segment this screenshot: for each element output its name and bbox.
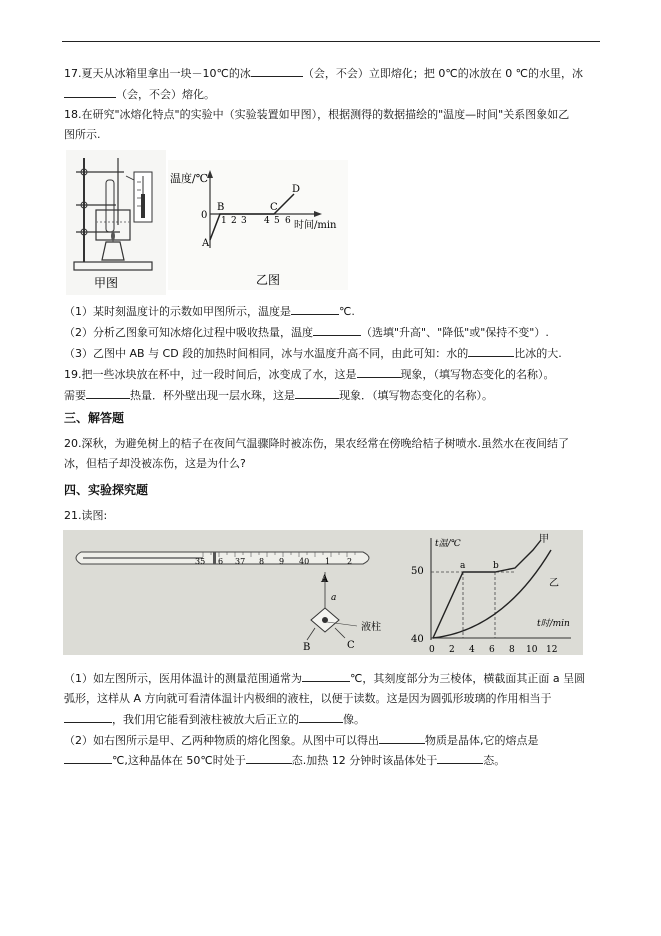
q21-figure-bg: [63, 530, 583, 655]
q21-graph-x-tick: 4: [469, 645, 475, 655]
fig-jia-apparatus: [66, 150, 166, 295]
thermo-scale-label: 40: [299, 557, 310, 566]
q21-sub2-text: 态。: [483, 754, 506, 767]
q21-sub1-text: （1）如左图所示，医用体温计的测量范围通常为: [64, 672, 302, 685]
fig-yi-caption: 乙图: [256, 273, 281, 287]
q18-line2: 图所示.: [64, 128, 101, 141]
q19-blank-3[interactable]: [295, 388, 339, 399]
q21-blank-1[interactable]: [302, 671, 350, 682]
section-3-heading: 三、解答题: [64, 411, 125, 425]
q17-line1: [64, 66, 583, 81]
q17-blank-1[interactable]: [251, 66, 303, 77]
thermo-scale-label: 1: [325, 557, 331, 566]
q21-line1: 21.读图:: [64, 509, 108, 522]
yi-x-tick: 5: [274, 216, 280, 226]
q18-sub2: [64, 325, 549, 340]
q21-graph-ylabel: t温/℃: [435, 539, 461, 549]
q17-blank-2[interactable]: [64, 87, 116, 98]
thermo-scale-label: 9: [279, 557, 285, 566]
q18-blank-2[interactable]: [313, 325, 361, 336]
yi-x-tick: 6: [285, 216, 291, 226]
q21-point-a: a: [460, 561, 466, 571]
yi-ylabel: 温度/℃: [170, 172, 209, 185]
yi-point-b: B: [217, 202, 225, 213]
q18-sub2-text: （2）分析乙图象可知冰熔化过程中吸收热量，温度: [64, 326, 313, 339]
section-4-heading: 四、实验探究题: [64, 483, 149, 497]
thermo-scale-label: 8: [259, 557, 265, 566]
q21-graph-y-tick: 40: [411, 634, 424, 645]
yi-x-tick: 2: [231, 216, 237, 226]
q19-text: 19.把一些冰块放在杯中，过一段时间后，冰变成了水，这是: [64, 368, 357, 381]
q19-text: 现象．（填写物态变化的名称）。: [339, 389, 493, 402]
q21-graph-y-tick: 50: [411, 566, 424, 577]
q19-blank-1[interactable]: [357, 367, 401, 378]
yi-point-a: A: [202, 238, 210, 249]
q21-graph-x-tick: 12: [546, 645, 558, 655]
thermo-label-liquid: 液柱: [361, 622, 381, 633]
q21-graph-x-tick: 0: [429, 645, 435, 655]
q21-sub2-line1: [64, 733, 539, 748]
q21-sub1-line1: [64, 671, 585, 686]
q18-sub1: [64, 304, 355, 319]
q21-graph-x-tick: 10: [526, 645, 538, 655]
q18-sub3-text: （3）乙图中 AB 与 CD 段的加热时间相同，冰与水温度升高不同，由此可知：水的: [64, 347, 469, 360]
yi-point-c: C: [270, 202, 278, 213]
q21-label-yi: 乙: [549, 578, 559, 589]
thermo-label-c: C: [347, 640, 355, 651]
q18-sub3-text: 比冰的大.: [514, 347, 562, 360]
q18-sub3: [64, 346, 562, 361]
q21-graph-xlabel: t时/min: [537, 619, 570, 629]
thermo-scale-label: 2: [347, 557, 353, 566]
q21-sub2-line2: [64, 753, 505, 768]
q18-blank-1[interactable]: [291, 304, 339, 315]
yi-x-tick: 3: [241, 216, 247, 226]
q19-text: 热量．杯外壁出现一层水珠，这是: [130, 389, 295, 402]
q21-sub1-text: ℃，其刻度部分为三棱体，横截面其正面 a 呈圆: [350, 672, 586, 685]
q19-text: 需要: [64, 389, 86, 402]
q18-blank-3[interactable]: [468, 346, 514, 357]
q21-graph-x-tick: 2: [449, 645, 455, 655]
q21-point-b: b: [493, 561, 499, 571]
header-rule: [62, 41, 600, 42]
thermo-label-small-a: a: [331, 593, 337, 603]
q20-line1: 20.深秋，为避免树上的桔子在夜间气温骤降时被冻伤，果农经常在傍晚给桔子树喷水.虽然水在夜间结了: [64, 437, 569, 450]
fig-yi-graph: [168, 160, 348, 290]
q21-sub1-line2: 弧形，这样从 A 方向就可看清体温计内极细的液柱，以便于读数。这是因为圆弧形玻璃的作用相当于: [64, 692, 552, 705]
thermo-scale-label: 37: [235, 557, 246, 566]
q17-line2: [64, 87, 215, 102]
q21-sub2-text: （2）如右图所示是甲、乙两种物质的熔化图象。从图中可以得出: [64, 734, 379, 747]
q21-sub1-text: ，我们用它能看到液柱被放大后正立的: [112, 713, 299, 726]
q17-text: （会，不会）立即熔化；把 0℃的冰放在 0 ℃的水里，冰: [302, 67, 584, 80]
q21-graph-x-tick: 8: [509, 645, 515, 655]
q18-sub2-text: （选填"升高"、"降低"或"保持不变"）.: [361, 326, 549, 339]
q20-line2: 冰，但桔子却没被冻伤，这是为什么?: [64, 457, 246, 470]
q19-text: 现象，（填写物态变化的名称）。: [400, 368, 555, 381]
q18-sub1-unit: ℃.: [339, 305, 355, 318]
q21-blank-2[interactable]: [64, 712, 112, 723]
q21-blank-6[interactable]: [246, 753, 292, 764]
q21-sub1-text: 像。: [343, 713, 365, 726]
yi-point-d: D: [292, 184, 301, 195]
thermo-label-b: B: [303, 642, 311, 653]
q21-figure: [63, 530, 583, 655]
q21-blank-5[interactable]: [64, 753, 112, 764]
q21-sub1-line3: [64, 712, 365, 727]
q19-line2: [64, 388, 493, 403]
q17-text: （会，不会）熔化。: [116, 88, 215, 101]
q17-text: 17.夏天从冰箱里拿出一块－10℃的冰: [64, 67, 251, 80]
q21-label-jia: 甲: [539, 534, 549, 545]
q19-blank-2[interactable]: [86, 388, 130, 399]
q21-blank-7[interactable]: [437, 753, 483, 764]
fig-jia-caption: 甲图: [94, 276, 119, 290]
yi-xlabel: 时间/min: [294, 220, 337, 231]
thermo-label-a: A: [321, 574, 329, 585]
q21-blank-4[interactable]: [379, 733, 425, 744]
yi-zero-label: 0: [201, 210, 208, 221]
q19-line1: [64, 367, 555, 382]
q21-sub2-text: ℃,这种晶体在 50℃时处于: [112, 754, 246, 767]
q21-sub2-text: 物质是晶体,它的熔点是: [425, 734, 539, 747]
thermo-scale-label: 35: [195, 557, 206, 566]
q18-sub1-text: （1）某时刻温度计的示数如甲图所示，温度是: [64, 305, 291, 318]
q21-graph-x-tick: 6: [489, 645, 495, 655]
yi-x-tick: 1: [221, 216, 227, 226]
q21-sub2-text: 态.加热 12 分钟时该晶体处于: [291, 754, 438, 767]
q21-blank-3[interactable]: [299, 712, 343, 723]
q18-line1: 18.在研究"冰熔化特点"的实验中（实验装置如甲图），根据测得的数据描绘的"温度—时间"关系图象如乙: [64, 108, 570, 121]
thermo-scale-label: 6: [218, 557, 224, 566]
yi-x-tick: 4: [264, 216, 270, 226]
